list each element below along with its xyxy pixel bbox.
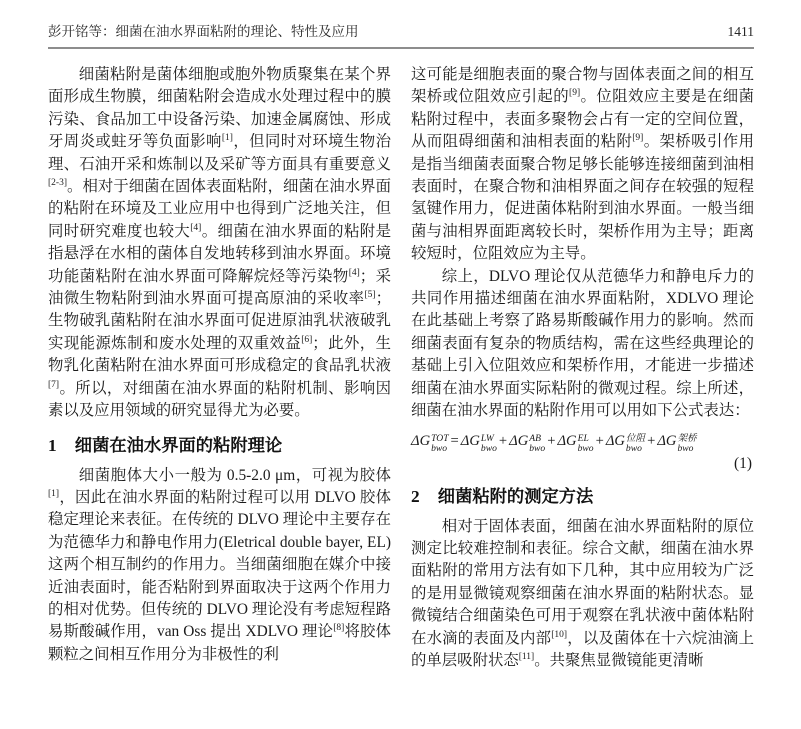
citation-ref: [1]: [48, 488, 60, 499]
section-title: 细菌在油水界面的粘附理论: [74, 435, 283, 455]
paragraph-summary: 综上，DLVO 理论仅从范德华力和静电斥力的共同作用描述细菌在油水界面粘附，XDLVO 理论在此基础上考察了路易斯酸碱作用力的影响。然而细菌表面有复杂的物质结构，需在这些经典理论的基础上引入位阻效应和架桥作用，才能进一步描述细菌在油水界面实际粘附的微观过程。综上所述，细菌在油水界面的粘附作用可以用如下公式表达：: [411, 267, 754, 420]
formula-term: ΔG 架桥 bwo: [657, 432, 697, 454]
paragraph-steric-bridging: 这可能是细胞表面的聚合物与固体表面之间的相互架桥或位阻效应引起的[9]。位阻效应主要是在细菌粘附过程中，表面多聚物会占有一定的空间位置，从而阻碍细菌和油相表面的粘附[9]。架桥吸引作用是指当细菌表面聚合物足够长能够连接细菌到油相表面时，在聚合物和油相界面之间存在较强的短程氢键作用力，促进菌体粘附到油水界面。一般当细菌与油相界面距离较长时，架桥作用为主导；距离较短时，位阻效应为主导。: [411, 66, 754, 263]
citation-ref: [5]: [364, 289, 376, 300]
left-column: [48, 64, 391, 672]
citation-ref: [11]: [518, 651, 535, 662]
formula-operator: +: [498, 432, 508, 449]
citation-ref: [4]: [190, 222, 202, 233]
section-heading-1: [48, 434, 391, 458]
right-column: [411, 64, 754, 672]
formula-term: ΔG AB bwo: [509, 432, 546, 454]
citation-ref: [10]: [551, 629, 568, 640]
formula-operator: +: [595, 432, 604, 449]
citation-ref: [6]: [301, 334, 313, 345]
citation-ref: [2-3]: [48, 177, 67, 188]
citation-ref: [9]: [632, 133, 644, 144]
section-number: 2: [411, 486, 420, 506]
formula-operator: =: [450, 432, 459, 449]
page-number: 1411: [727, 24, 754, 39]
formula-term: ΔG LW bwo: [460, 432, 497, 454]
formula-term: ΔG EL bwo: [557, 432, 594, 454]
section-number: 1: [48, 435, 57, 455]
formula-term: ΔG 位阻 bwo: [605, 432, 646, 454]
running-header: [48, 20, 754, 49]
paragraph-intro: 细菌粘附是菌体细胞或胞外物质聚集在某个界面形成生物膜，细菌粘附会造成水处理过程中的膜污染、食品加工中设备污染、加速金属腐蚀、形成牙周炎或蛀牙等负面影响[1]，但同时对环境生物治理、石油开采和炼制以及采矿等方面具有重要意义[2-3]。相对于细菌在固体表面粘附，细菌在油水界面的粘附在环境及工业应用中也得到广泛地关注，但同时研究难度也较大[4]。细菌在油水界面的粘附是指悬浮在水相的菌体自发地转移到油水界面。环境功能菌粘附在油水界面可降解烷烃等污染物[4]；采油微生物粘附到油水界面可提高原油的采收率[5]；生物破乳菌粘附在油水界面可促进原油乳状液破乳实现能源炼制和废水处理的双重效益[6]；此外，生物乳化菌粘附在油水界面可形成稳定的食品乳状液[7]。所以，对细菌在油水界面的粘附机制、影响因素以及应用领域的研究显得尤为必要。: [48, 66, 391, 420]
formula-operator: +: [647, 432, 656, 449]
equation-1: [411, 428, 754, 454]
paragraph-measurement: 相对于固体表面，细菌在油水界面粘附的原位测定比较难控制和表征。综合文献，细菌在油水界面粘附的常用方法有如下几种，其中应用较为广泛的是用显微镜观察细菌在油水界面的粘附状态。显微镜结合细菌染色可用于观察在乳状液中菌体粘附在水滴的表面及内部[10]，以及菌体在十六烷油滴上的单层吸附状态[11]。共聚焦显微镜能更清晰: [411, 517, 754, 669]
citation-ref: [1]: [221, 133, 233, 144]
formula-term: ΔG TOT bwo: [411, 432, 449, 454]
citation-ref: [4]: [348, 267, 360, 278]
section-heading-2: [411, 485, 754, 509]
citation-ref: [9]: [569, 88, 581, 99]
paragraph-theory: 细菌胞体大小一般为 0.5-2.0 μm，可视为胶体[1]，因此在油水界面的粘附过程可以用 DLVO 胶体稳定理论来表征。在传统的 DLVO 理论中主要存在为范德华力和静电作用力(Eletrical double bayer, EL)这两个相互制约的作用力。当细菌细胞在媒介中接近油表面时，能否粘附到界面取决于这两个作用力的相对优势。但传统的 DLVO 理论没有考虑短程路易斯酸碱作用，van Oss 提出 XDLVO 理论[8]将胶体颗粒之间相互作用分为非极性的利: [48, 466, 391, 663]
citation-ref: [7]: [48, 379, 60, 390]
citation-ref: [8]: [333, 623, 345, 634]
section-title: 细菌粘附的测定方法: [437, 486, 594, 506]
two-column-body: [48, 64, 754, 672]
running-title: 彭开铭等：细菌在油水界面粘附的理论、特性及应用: [48, 24, 359, 39]
formula-operator: +: [547, 432, 556, 449]
equation-1-number: (1): [734, 454, 752, 472]
